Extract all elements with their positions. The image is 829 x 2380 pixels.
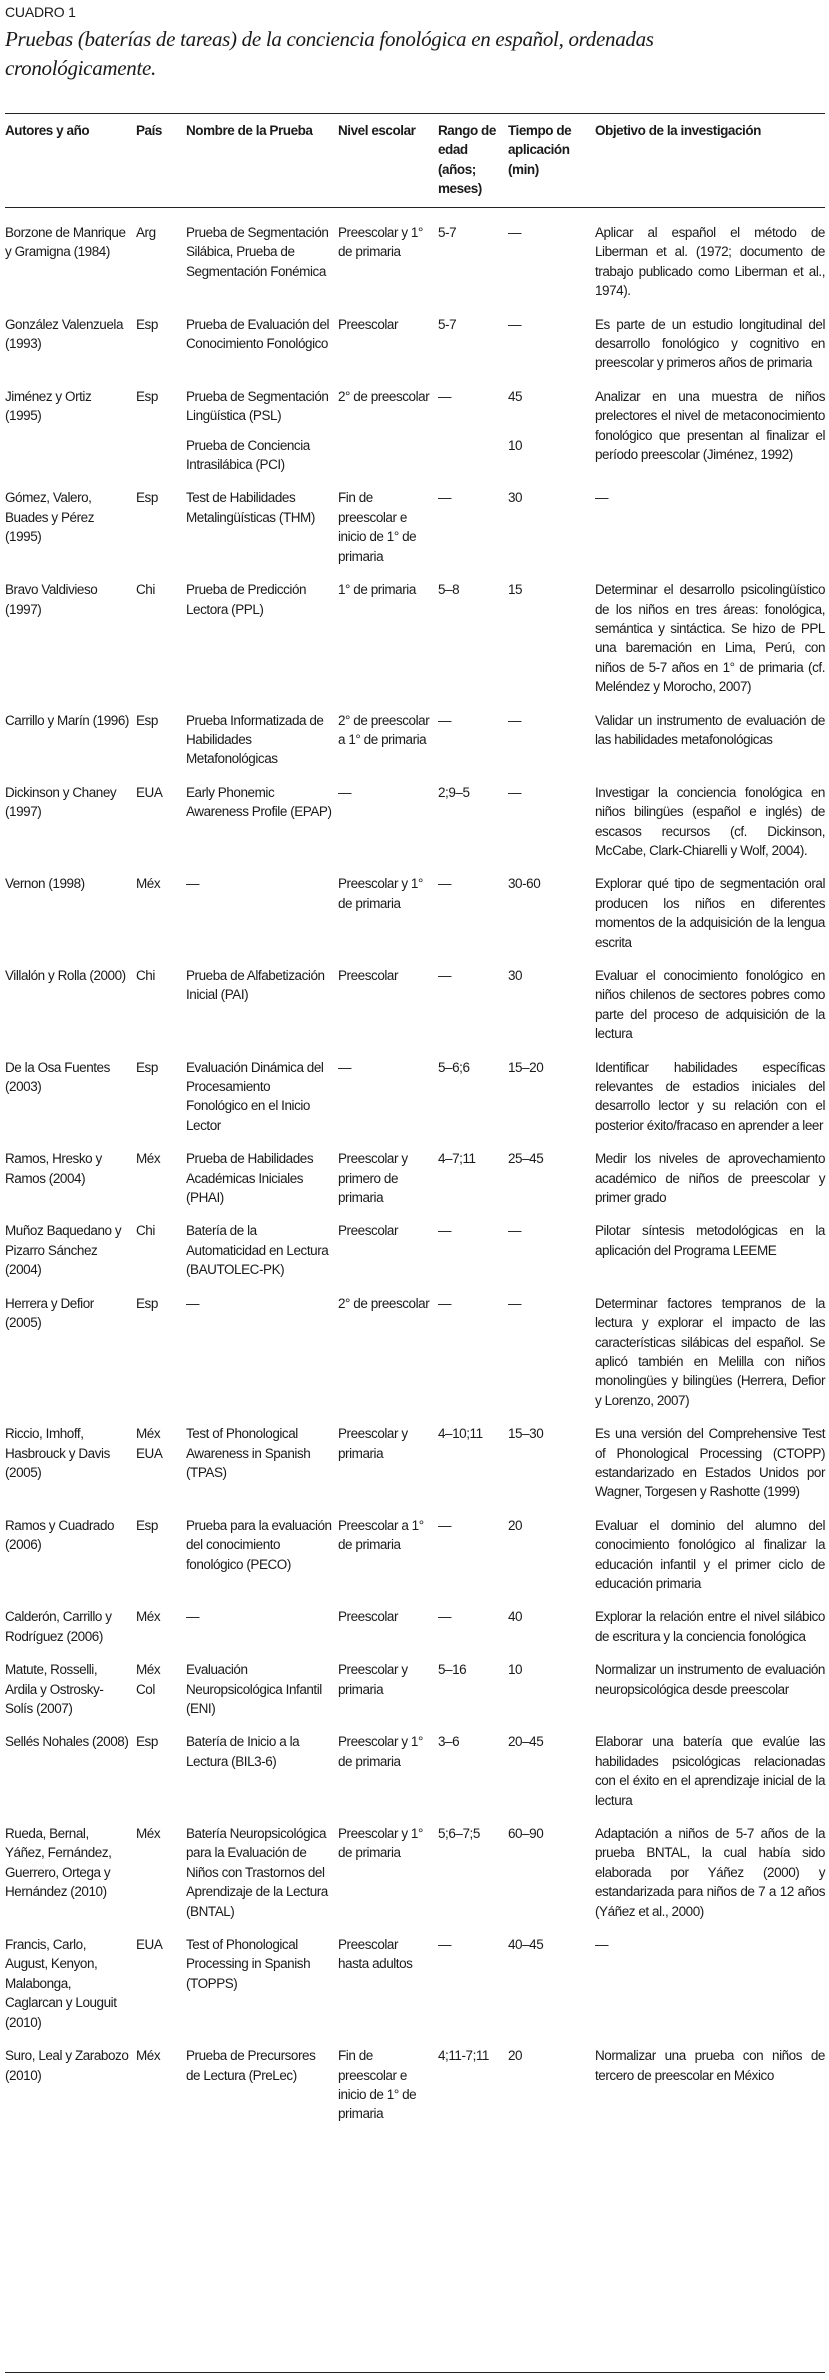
cell-age: 5–8 [438, 582, 460, 598]
cell-test: Batería Neuropsicológica para la Evaluación de Niños con Trastornos del Aprendizaje de la Lectura (BNTAL) [186, 1826, 328, 1919]
cell-test: — [186, 1609, 200, 1625]
cell-level: 1° de primaria [338, 582, 416, 598]
cell-level: Preescolar a 1° de primaria [338, 1517, 424, 1553]
cell-age: — [438, 388, 452, 404]
cell-authors: Calderón, Carrillo y Rodríguez (2006) [5, 1609, 112, 1644]
cell-age: 4–10;11 [438, 1426, 483, 1442]
cell-time: 60–90 [508, 1826, 544, 1842]
table-row [5, 1732, 825, 1824]
cell-country: Chi [136, 968, 155, 983]
table-row [5, 711, 825, 783]
cell-age: 5;6–7;5 [438, 1826, 480, 1842]
cell-time: 40–45 [508, 1937, 544, 1953]
cell-authors: Jiménez y Ortiz (1995) [5, 388, 92, 424]
table-row [5, 207, 825, 315]
table-row [5, 1221, 825, 1293]
cell-objective: Explorar qué tipo de segmentación oral producen los niños en diferentes momentos de la adquisición de la lengua escrita [595, 876, 825, 950]
cell-authors: Villalón y Rolla (2000) [5, 968, 126, 983]
cell-age: 5-7 [438, 316, 457, 332]
cell-level: Preescolar y primaria [338, 1426, 408, 1461]
cell-time: 15–30 [508, 1426, 544, 1442]
cell-country: Esp [136, 1295, 158, 1311]
cell-age: — [438, 1517, 452, 1533]
table-body [5, 207, 825, 2138]
cell-age: — [438, 1223, 452, 1239]
cell-level: Preescolar y primaria [338, 1662, 408, 1697]
cell-objective: Adaptación a niños de 5-7 años de la prueba BNTAL, la cual había sido elaborada por Yáñez (2000) y estandarizada para niños de 7 a 12 años (Yáñez et al., 2000) [595, 1826, 825, 1919]
cell-level: Preescolar [338, 316, 399, 332]
cell-level: Preescolar hasta adultos [338, 1937, 413, 1972]
cell-time: 30-60 [508, 876, 541, 892]
cell-country: Méx [136, 876, 161, 892]
table-row [5, 874, 825, 966]
cell-level: 2° de preescolar a 1° de primaria [338, 712, 430, 747]
cell-authors: Riccio, Imhoff, Hasbrouck y Davis (2005) [5, 1426, 110, 1480]
cell-level: — [338, 1059, 352, 1075]
bottom-rule [5, 2372, 825, 2373]
cell-time: 10 [508, 437, 523, 453]
cell-objective: Analizar en una muestra de niños prelectores el nivel de metaconocimiento fonológico que presentan al finalizar el período preescolar (Jiménez, 1992) [595, 388, 825, 463]
header-authors: Autores y año [5, 123, 90, 138]
cell-level: Preescolar [338, 1609, 399, 1625]
cell-time: 15–20 [508, 1059, 544, 1075]
cell-level: Fin de preescolar e inicio de 1° de primaria [338, 2048, 417, 2122]
cell-age: 4–7;11 [438, 1151, 476, 1167]
cell-objective: Es una versión del Comprehensive Test of Phonological Processing (CTOPP) estandarizado en Estados Unidos por Wagner, Torgesen y Rashotte (1999) [595, 1426, 825, 1500]
table-row [5, 783, 825, 875]
cell-authors: Gómez, Valero, Buades y Pérez (1995) [5, 490, 95, 545]
cell-objective: Medir los niveles de aprovechamiento académico de niños de preescolar y primer grado [595, 1151, 825, 1206]
cell-time: 20 [508, 1517, 523, 1533]
cell-age: 5–6;6 [438, 1059, 470, 1075]
cell-objective: Determinar factores tempranos de la lectura y explorar el impacto de las características silábicas del español. Se aplicó también en Melilla con niños monolingües y bilingües (Herrera, Defior y Lorenzo, 2007) [595, 1295, 825, 1408]
cell-authors: Suro, Leal y Zarabozo (2010) [5, 2048, 129, 2083]
cell-level: 2° de preescolar [338, 388, 430, 404]
cell-country: Esp [136, 1734, 158, 1750]
cell-test: Test of Phonological Processing in Spanish (TOPPS) [186, 1937, 311, 1991]
table-row [5, 1516, 825, 1608]
top-rule [5, 113, 825, 114]
cell-country: Méx [136, 1151, 161, 1167]
cell-level: Preescolar [338, 968, 399, 983]
cell-test: Prueba de Predicción Lectora (PPL) [186, 582, 307, 617]
cell-level: Preescolar y 1° de primaria [338, 225, 423, 260]
cell-test: Prueba de Segmentación Silábica, Prueba de Segmentación Fonémica [186, 225, 329, 279]
cell-age: — [438, 490, 452, 506]
cell-authors: Ramos y Cuadrado (2006) [5, 1517, 115, 1553]
cell-time: 20 [508, 2048, 523, 2064]
table-row [5, 315, 825, 387]
cell-objective: Investigar la conciencia fonológica en niños bilingües (español e inglés) de escasos recursos (cf. Dickinson, McCabe, Clark-Chiarelli y Wolf, 2004). [595, 784, 825, 858]
table-row [5, 1424, 825, 1516]
cell-level: Fin de preescolar e inicio de 1° de primaria [338, 490, 417, 564]
cell-time: — [508, 316, 522, 332]
cell-country: Méx EUA [136, 1426, 163, 1461]
cell-objective: Normalizar una prueba con niños de tercero de preescolar en México [595, 2048, 825, 2083]
cell-test: Batería de Inicio a la Lectura (BIL3-6) [186, 1734, 300, 1769]
cell-country: Chi [136, 1223, 155, 1239]
table-row [5, 580, 825, 710]
tests-table [5, 117, 825, 2138]
cell-age: — [438, 968, 452, 983]
table-row [5, 488, 825, 580]
cell-objective: Determinar el desarrollo psicolingüístico de los niños en tres áreas: fonológica, semántica y sintáctica. Se hizo de PPL una baremación en Lima, Perú, con niños de 5-7 años en 1° de primaria (cf. Meléndez y Morocho, 2007) [595, 582, 825, 695]
cell-level: Preescolar y primero de primaria [338, 1151, 408, 1206]
cell-authors: Dickinson y Chaney (1997) [5, 784, 117, 820]
cell-authors: Ramos, Hresko y Ramos (2004) [5, 1151, 102, 1186]
cell-level: Preescolar y 1° de primaria [338, 876, 423, 911]
cell-authors: Sellés Nohales (2008) [5, 1734, 129, 1750]
cell-country: Méx [136, 1826, 161, 1842]
cell-objective: Evaluar el conocimiento fonológico en niños chilenos de sectores pobres como parte del proceso de adquisición de la lectura [595, 968, 825, 1042]
table-row [5, 1607, 825, 1660]
cell-authors: Muñoz Baquedano y Pizarro Sánchez (2004) [5, 1223, 122, 1278]
cell-country: EUA [136, 784, 163, 800]
cell-country: Méx Col [136, 1662, 161, 1697]
cell-age: — [438, 712, 452, 728]
cell-authors: Rueda, Bernal, Yáñez, Fernández, Guerrero, Ortega y Hernández (2010) [5, 1826, 112, 1900]
table-row [5, 2046, 825, 2138]
cell-objective: Evaluar el dominio del alumno del conocimiento fonológico al finalizar la educación infantil y el primer ciclo de educación primaria [595, 1517, 825, 1591]
cell-age: 5–16 [438, 1662, 467, 1678]
cell-time: 10 [508, 1662, 523, 1678]
cell-age: — [438, 1295, 452, 1311]
cell-authors: Herrera y Defior (2005) [5, 1295, 94, 1331]
cell-country: Esp [136, 712, 158, 728]
cell-authors: Carrillo y Marín (1996) [5, 712, 129, 728]
cell-time: 30 [508, 490, 523, 506]
cell-objective: — [595, 490, 609, 506]
cell-level: Preescolar [338, 1223, 399, 1239]
cell-level: Preescolar y 1° de primaria [338, 1826, 423, 1861]
cell-objective: Elaborar una batería que evalúe las habilidades psicológicas relacionadas con el éxito en el aprendizaje inicial de la lectura [595, 1734, 825, 1808]
cell-test: Early Phonemic Awareness Profile (EPAP) [186, 784, 332, 820]
cell-time: — [508, 1295, 522, 1311]
table-row [5, 387, 825, 436]
cell-age: 2;9–5 [438, 784, 470, 800]
cell-authors: Francis, Carlo, August, Kenyon, Malabonga, Caglarcan y Louguit (2010) [5, 1937, 117, 2030]
header-age: Rango de edad (años; meses) [438, 123, 496, 197]
cell-level: — [338, 784, 352, 800]
cell-country: Méx [136, 1609, 161, 1625]
cell-test: Prueba de Segmentación Lingüística (PSL) [186, 388, 329, 424]
cell-age: 5-7 [438, 225, 457, 240]
cell-test: Prueba de Alfabetización Inicial (PAI) [186, 968, 325, 1003]
cell-test: Prueba Informatizada de Habilidades Metafonológicas [186, 712, 324, 767]
cell-time: — [508, 225, 522, 240]
cell-authors: Borzone de Manrique y Gramigna (1984) [5, 225, 126, 260]
table-row [5, 1058, 825, 1150]
cell-country: Esp [136, 316, 158, 332]
header-country: País [136, 123, 162, 138]
cell-test: Prueba para la evaluación del conocimiento fonológico (PECO) [186, 1517, 332, 1572]
cell-time: 40 [508, 1609, 523, 1625]
cell-authors: De la Osa Fuentes (2003) [5, 1059, 110, 1095]
cell-time: 30 [508, 968, 523, 983]
cell-country: Esp [136, 1059, 158, 1075]
header-row [5, 117, 825, 207]
cell-authors: Matute, Rosselli, Ardila y Ostrosky-Solís (2007) [5, 1662, 104, 1716]
cell-test: Evaluación Neuropsicológica Infantil (ENI) [186, 1662, 322, 1716]
cell-objective: Identificar habilidades específicas relevantes de estadios iniciales del desarrollo lector y su relación con el posterior éxito/fracaso en aprender a leer [595, 1059, 825, 1133]
cell-time: — [508, 712, 522, 728]
cell-age: — [438, 1609, 452, 1625]
cell-test: Prueba de Habilidades Académicas Iniciales (PHAI) [186, 1151, 314, 1206]
cell-test: Batería de la Automaticidad en Lectura (BAUTOLEC-PK) [186, 1223, 329, 1278]
cell-country: EUA [136, 1937, 163, 1953]
cell-test: Prueba de Conciencia Intrasilábica (PCI) [186, 437, 310, 473]
cell-objective: Validar un instrumento de evaluación de las habilidades metafonológicas [595, 712, 825, 747]
table-row [5, 966, 825, 1058]
cell-country: Arg [136, 225, 156, 240]
cell-country: Esp [136, 490, 158, 506]
header-level: Nivel escolar [338, 123, 416, 138]
cell-objective: Explorar la relación entre el nivel silábico de escritura y la conciencia fonológica [595, 1609, 825, 1644]
header-time: Tiempo de aplicación (min) [508, 123, 572, 177]
cell-country: Esp [136, 1517, 158, 1533]
cell-time: 25–45 [508, 1151, 544, 1167]
cell-level: 2° de preescolar [338, 1295, 430, 1311]
cell-objective: Pilotar síntesis metodológicas en la aplicación del Programa LEEME [595, 1223, 825, 1258]
table-row [5, 1935, 825, 2046]
cell-test: — [186, 1295, 200, 1311]
cell-test: Prueba de Evaluación del Conocimiento Fonológico [186, 316, 330, 352]
cell-level: Preescolar y 1° de primaria [338, 1734, 423, 1769]
cell-authors: González Valenzuela (1993) [5, 316, 124, 352]
table-row [5, 1824, 825, 1935]
cell-time: — [508, 1223, 522, 1239]
cell-test: Evaluación Dinámica del Procesamiento Fonológico en el Inicio Lector [186, 1059, 324, 1133]
cell-time: — [508, 784, 522, 800]
cell-objective: Aplicar al español el método de Liberman et al. (1972; documento de trabajo publicado como Liberman et al., 1974). [595, 225, 825, 299]
cell-test: Test of Phonological Awareness in Spanish (TPAS) [186, 1426, 311, 1480]
table-row [5, 1149, 825, 1221]
cell-time: 45 [508, 388, 523, 404]
header-objective: Objetivo de la investigación [595, 123, 761, 138]
table-title: Pruebas (baterías de tareas) de la conciencia fonológica en español, ordenadas cronológicamente. [5, 27, 654, 80]
cell-time: 20–45 [508, 1734, 544, 1750]
cell-time: 15 [508, 582, 523, 598]
table-row [5, 1294, 825, 1424]
table-label: CUADRO 1 [5, 4, 76, 20]
cell-age: — [438, 1937, 452, 1953]
cell-age: 4;11-7;11 [438, 2048, 489, 2064]
cell-country: Esp [136, 388, 158, 404]
cell-age: 3–6 [438, 1734, 460, 1750]
cell-objective: Es parte de un estudio longitudinal del desarrollo fonológico y cognitivo en preescolar y primeros años de primaria [595, 316, 825, 371]
cell-test: Test de Habilidades Metalingüísticas (THM) [186, 490, 315, 525]
header-test: Nombre de la Prueba [186, 123, 313, 138]
cell-objective: Normalizar un instrumento de evaluación neuropsicológica desde preescolar [595, 1662, 825, 1697]
cell-authors: Bravo Valdivieso (1997) [5, 582, 98, 617]
cell-authors: Vernon (1998) [5, 876, 85, 892]
cell-age: — [438, 876, 452, 892]
cell-country: Chi [136, 582, 155, 598]
table-row [5, 1660, 825, 1732]
cell-country: Méx [136, 2048, 161, 2064]
cell-test: Prueba de Precursores de Lectura (PreLec) [186, 2048, 316, 2083]
cell-test: — [186, 876, 200, 892]
cell-objective: — [595, 1937, 609, 1953]
